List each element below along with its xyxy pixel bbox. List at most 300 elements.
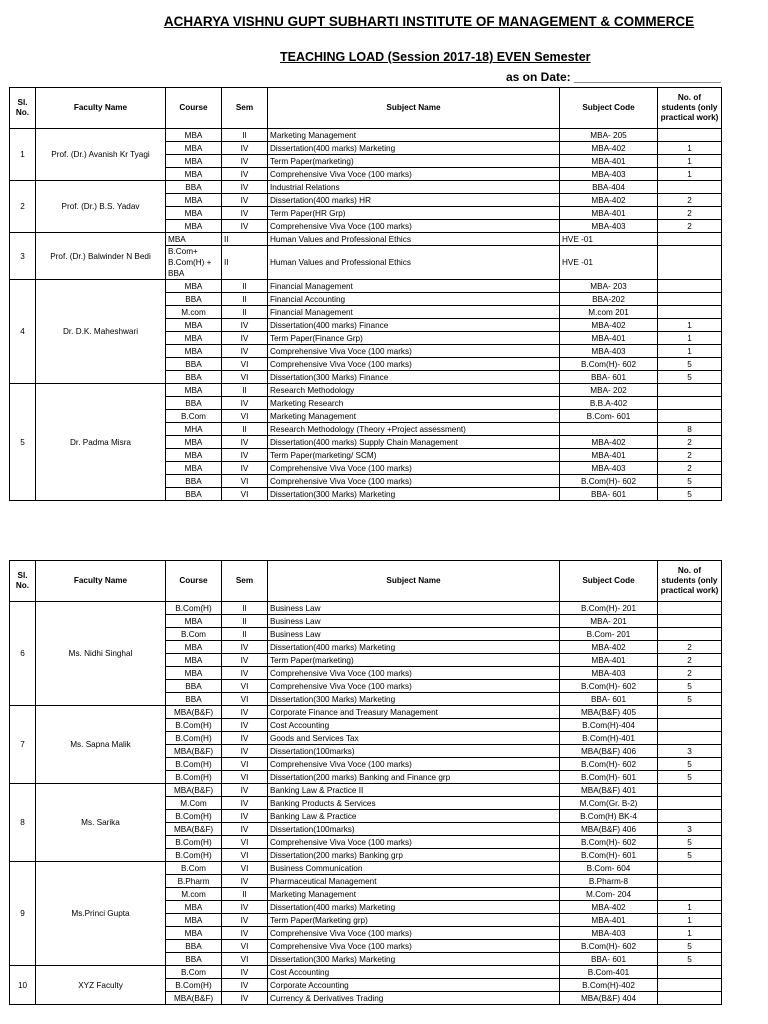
teaching-load-table-2 — [9, 560, 722, 1005]
subject-cell: Goods and Services Tax — [268, 732, 560, 745]
course-cell: MBA — [166, 654, 222, 667]
course-cell: MBA — [166, 220, 222, 233]
sem-cell: II — [222, 246, 268, 280]
code-cell: M.com 201 — [560, 306, 658, 319]
course-cell: B.Com(H) — [166, 836, 222, 849]
subject-cell: Currency & Derivatives Trading — [268, 992, 560, 1005]
subject-cell: Dissertation(400 marks) Supply Chain Management — [268, 436, 560, 449]
course-cell: BBA — [166, 181, 222, 194]
students-cell: 5 — [658, 758, 722, 771]
code-cell: B.B.A-402 — [560, 397, 658, 410]
sem-cell: II — [222, 129, 268, 142]
sem-cell: II — [222, 293, 268, 306]
code-cell: B.Com(H)- 602 — [560, 680, 658, 693]
course-cell: B.Com — [166, 410, 222, 423]
course-cell: MBA — [166, 901, 222, 914]
faculty-name-cell: Ms. Sarika — [36, 784, 166, 862]
sem-cell: IV — [222, 901, 268, 914]
code-cell: MBA(B&F) 401 — [560, 784, 658, 797]
students-cell — [658, 384, 722, 397]
subject-cell: Comprehensive Viva Voce (100 marks) — [268, 220, 560, 233]
course-cell: B.Com(H) — [166, 732, 222, 745]
course-cell: B.Com(H) — [166, 810, 222, 823]
subject-cell: Comprehensive Viva Voce (100 marks) — [268, 358, 560, 371]
col-sem: Sem — [222, 561, 268, 602]
course-cell: B.Com — [166, 628, 222, 641]
course-cell: B.Com(H) — [166, 849, 222, 862]
code-cell: BBA-202 — [560, 293, 658, 306]
subject-cell: Comprehensive Viva Voce (100 marks) — [268, 940, 560, 953]
course-cell: MBA — [166, 462, 222, 475]
code-cell: MBA- 202 — [560, 384, 658, 397]
course-cell: BBA — [166, 358, 222, 371]
subject-cell: Dissertation(300 Marks) Marketing — [268, 953, 560, 966]
code-cell: MBA-401 — [560, 654, 658, 667]
course-cell: M.com — [166, 306, 222, 319]
students-cell: 2 — [658, 436, 722, 449]
table-row — [10, 602, 722, 615]
subject-cell: Financial Accounting — [268, 293, 560, 306]
subject-cell: Marketing Management — [268, 888, 560, 901]
students-cell: 5 — [658, 358, 722, 371]
course-cell: MBA — [166, 449, 222, 462]
subject-cell: Dissertation(400 marks) HR — [268, 194, 560, 207]
code-cell: MBA(B&F) 405 — [560, 706, 658, 719]
course-cell: B.Com — [166, 966, 222, 979]
faculty-name-cell: Prof. (Dr.) B.S. Yadav — [36, 181, 166, 233]
subject-cell: Comprehensive Viva Voce (100 marks) — [268, 758, 560, 771]
subject-cell: Dissertation(300 Marks) Finance — [268, 371, 560, 384]
course-cell: BBA — [166, 693, 222, 706]
course-cell: B.Com(H) — [166, 771, 222, 784]
students-cell: 1 — [658, 142, 722, 155]
sem-cell: IV — [222, 823, 268, 836]
sem-cell: IV — [222, 875, 268, 888]
sem-cell: VI — [222, 693, 268, 706]
institute-title: ACHARYA VISHNU GUPT SUBHARTI INSTITUTE OF MANAGEMENT & COMMERCE — [163, 14, 695, 29]
col-faculty: Faculty Name — [36, 88, 166, 129]
teaching-load-title-text: TEACHING LOAD (Session 2017-18) EVEN Semester — [280, 50, 591, 64]
sem-cell: VI — [222, 771, 268, 784]
sem-cell: VI — [222, 862, 268, 875]
sem-cell: IV — [222, 436, 268, 449]
course-cell: MBA(B&F) — [166, 823, 222, 836]
sl-no-cell: 9 — [10, 862, 36, 966]
subject-cell: Marketing Management — [268, 410, 560, 423]
col-sem: Sem — [222, 88, 268, 129]
sem-cell: IV — [222, 654, 268, 667]
students-cell — [658, 181, 722, 194]
course-cell: MBA — [166, 384, 222, 397]
course-cell: BBA — [166, 940, 222, 953]
sem-cell: VI — [222, 940, 268, 953]
students-cell: 1 — [658, 168, 722, 181]
course-cell: B.Com(H) — [166, 758, 222, 771]
subject-cell: Dissertation(400 marks) Finance — [268, 319, 560, 332]
students-cell: 2 — [658, 220, 722, 233]
subject-cell: Comprehensive Viva Voce (100 marks) — [268, 680, 560, 693]
code-cell: B.Com(H)- 201 — [560, 602, 658, 615]
col-subject: Subject Name — [268, 561, 560, 602]
students-cell: 2 — [658, 641, 722, 654]
col-code: Subject Code — [560, 88, 658, 129]
students-cell — [658, 602, 722, 615]
code-cell: B.Com(H)- 602 — [560, 358, 658, 371]
sem-cell: IV — [222, 810, 268, 823]
code-cell: MBA-402 — [560, 319, 658, 332]
code-cell: MBA-402 — [560, 436, 658, 449]
subject-cell: Research Methodology — [268, 384, 560, 397]
subject-cell: Dissertation(200 marks) Banking and Finance grp — [268, 771, 560, 784]
sem-cell: II — [222, 423, 268, 436]
students-cell: 1 — [658, 155, 722, 168]
subject-cell: Cost Accounting — [268, 966, 560, 979]
sem-cell: VI — [222, 371, 268, 384]
students-cell — [658, 966, 722, 979]
students-cell — [658, 129, 722, 142]
course-cell: MBA — [166, 436, 222, 449]
course-cell: BBA — [166, 397, 222, 410]
sl-no-cell: 10 — [10, 966, 36, 1005]
code-cell: BBA- 601 — [560, 488, 658, 501]
code-cell: MBA-403 — [560, 462, 658, 475]
sem-cell: IV — [222, 914, 268, 927]
code-cell: MBA-401 — [560, 914, 658, 927]
students-cell — [658, 810, 722, 823]
code-cell: BBA- 601 — [560, 953, 658, 966]
students-cell — [658, 246, 722, 280]
students-cell: 2 — [658, 667, 722, 680]
code-cell — [560, 423, 658, 436]
code-cell: MBA-401 — [560, 155, 658, 168]
table-row — [10, 280, 722, 293]
course-cell: MHA — [166, 423, 222, 436]
code-cell: B.Com- 201 — [560, 628, 658, 641]
sem-cell: IV — [222, 641, 268, 654]
students-cell — [658, 706, 722, 719]
course-cell: BBA — [166, 371, 222, 384]
sem-cell: IV — [222, 462, 268, 475]
students-cell — [658, 732, 722, 745]
sem-cell: IV — [222, 732, 268, 745]
sem-cell: IV — [222, 345, 268, 358]
sem-cell: VI — [222, 758, 268, 771]
sem-cell: IV — [222, 449, 268, 462]
sem-cell: VI — [222, 953, 268, 966]
course-cell: MBA — [166, 641, 222, 654]
col-subject: Subject Name — [268, 88, 560, 129]
table-row — [10, 706, 722, 719]
code-cell: MBA- 201 — [560, 615, 658, 628]
sem-cell: VI — [222, 488, 268, 501]
sem-cell: IV — [222, 927, 268, 940]
course-cell: BBA — [166, 293, 222, 306]
course-cell: MBA(B&F) — [166, 992, 222, 1005]
sem-cell: IV — [222, 745, 268, 758]
subject-cell: Dissertation(300 Marks) Marketing — [268, 693, 560, 706]
code-cell: MBA-401 — [560, 449, 658, 462]
subject-cell: Dissertation(300 Marks) Marketing — [268, 488, 560, 501]
course-cell: MBA — [166, 319, 222, 332]
code-cell: B.Com(H)- 602 — [560, 836, 658, 849]
students-cell: 2 — [658, 194, 722, 207]
students-cell — [658, 784, 722, 797]
code-cell: B.Com(H)- 601 — [560, 771, 658, 784]
sem-cell: VI — [222, 358, 268, 371]
sem-cell: II — [222, 233, 268, 246]
code-cell: B.Com(H)-401 — [560, 732, 658, 745]
code-cell: BBA-404 — [560, 181, 658, 194]
code-cell: MBA-403 — [560, 220, 658, 233]
code-cell: MBA-401 — [560, 207, 658, 220]
subject-cell: Dissertation(200 marks) Banking grp — [268, 849, 560, 862]
sem-cell: IV — [222, 719, 268, 732]
col-course: Course — [166, 561, 222, 602]
col-students: No. of students (only practical work) — [658, 561, 722, 602]
sem-cell: IV — [222, 332, 268, 345]
sem-cell: II — [222, 615, 268, 628]
teaching-load-title — [280, 50, 680, 64]
course-cell: MBA — [166, 194, 222, 207]
sem-cell: II — [222, 280, 268, 293]
faculty-name-cell: Ms. Nidhi Singhal — [36, 602, 166, 706]
subject-cell: Term Paper(marketing/ SCM) — [268, 449, 560, 462]
code-cell: B.Com- 601 — [560, 410, 658, 423]
subject-cell: Industrial Relations — [268, 181, 560, 194]
code-cell: B.Com(H)- 602 — [560, 475, 658, 488]
code-cell: M.Com- 204 — [560, 888, 658, 901]
students-cell: 1 — [658, 914, 722, 927]
table-row — [10, 129, 722, 142]
subject-cell: Comprehensive Viva Voce (100 marks) — [268, 927, 560, 940]
students-cell — [658, 979, 722, 992]
course-cell: BBA — [166, 680, 222, 693]
subject-cell: Banking Products & Services — [268, 797, 560, 810]
students-cell — [658, 397, 722, 410]
sem-cell: IV — [222, 207, 268, 220]
col-students: No. of students (only practical work) — [658, 88, 722, 129]
subject-cell: Financial Management — [268, 280, 560, 293]
subject-cell: Dissertation(400 marks) Marketing — [268, 641, 560, 654]
sem-cell: II — [222, 306, 268, 319]
table-row — [10, 384, 722, 397]
students-cell — [658, 862, 722, 875]
code-cell: MBA-402 — [560, 142, 658, 155]
table-row — [10, 862, 722, 875]
code-cell: B.Pharm-8 — [560, 875, 658, 888]
students-cell: 2 — [658, 462, 722, 475]
subject-cell: Banking Law & Practice II — [268, 784, 560, 797]
code-cell: MBA- 205 — [560, 129, 658, 142]
sl-no-cell: 6 — [10, 602, 36, 706]
subject-cell: Human Values and Professional Ethics — [268, 246, 560, 280]
code-cell: MBA(B&F) 404 — [560, 992, 658, 1005]
sl-no-cell: 8 — [10, 784, 36, 862]
subject-cell: Human Values and Professional Ethics — [268, 233, 560, 246]
sem-cell: IV — [222, 220, 268, 233]
students-cell — [658, 797, 722, 810]
subject-cell: Business Law — [268, 628, 560, 641]
students-cell: 2 — [658, 449, 722, 462]
students-cell: 3 — [658, 745, 722, 758]
sem-cell: IV — [222, 992, 268, 1005]
sem-cell: IV — [222, 797, 268, 810]
students-cell — [658, 719, 722, 732]
course-cell: M.com — [166, 888, 222, 901]
students-cell — [658, 992, 722, 1005]
col-code: Subject Code — [560, 561, 658, 602]
sem-cell: VI — [222, 475, 268, 488]
students-cell: 5 — [658, 836, 722, 849]
course-cell: BBA — [166, 488, 222, 501]
subject-cell: Financial Management — [268, 306, 560, 319]
sl-no-cell: 2 — [10, 181, 36, 233]
subject-cell: Pharmaceutical Management — [268, 875, 560, 888]
students-cell: 3 — [658, 823, 722, 836]
subject-cell: Term Paper(marketing) — [268, 155, 560, 168]
sem-cell: IV — [222, 194, 268, 207]
subject-cell: Marketing Research — [268, 397, 560, 410]
sem-cell: IV — [222, 168, 268, 181]
students-cell: 5 — [658, 771, 722, 784]
students-cell: 5 — [658, 693, 722, 706]
sem-cell: VI — [222, 680, 268, 693]
as-on-date: as on Date: ______________________ — [506, 70, 721, 84]
sem-cell: IV — [222, 667, 268, 680]
sem-cell: VI — [222, 836, 268, 849]
code-cell: MBA-403 — [560, 345, 658, 358]
students-cell: 5 — [658, 475, 722, 488]
course-cell: M.Com — [166, 797, 222, 810]
sem-cell: IV — [222, 966, 268, 979]
subject-cell: Dissertation(400 marks) Marketing — [268, 901, 560, 914]
table-header-row — [10, 561, 722, 602]
code-cell: B.Com- 604 — [560, 862, 658, 875]
students-cell: 2 — [658, 654, 722, 667]
subject-cell: Research Methodology (Theory +Project assessment) — [268, 423, 560, 436]
sl-no-cell: 4 — [10, 280, 36, 384]
students-cell: 5 — [658, 953, 722, 966]
students-cell — [658, 306, 722, 319]
course-cell: MBA(B&F) — [166, 745, 222, 758]
col-sl: Sl. No. — [10, 561, 36, 602]
subject-cell: Comprehensive Viva Voce (100 marks) — [268, 462, 560, 475]
subject-cell: Comprehensive Viva Voce (100 marks) — [268, 345, 560, 358]
course-cell: MBA — [166, 914, 222, 927]
students-cell — [658, 888, 722, 901]
students-cell: 1 — [658, 332, 722, 345]
code-cell: MBA-403 — [560, 667, 658, 680]
course-cell: MBA — [166, 168, 222, 181]
code-cell: MBA(B&F) 406 — [560, 823, 658, 836]
students-cell: 1 — [658, 927, 722, 940]
subject-cell: Dissertation(400 marks) Marketing — [268, 142, 560, 155]
sem-cell: VI — [222, 410, 268, 423]
course-cell: B.Com(H) — [166, 602, 222, 615]
subject-cell: Term Paper(marketing) — [268, 654, 560, 667]
course-cell: B.Com(H) — [166, 719, 222, 732]
faculty-name-cell: Dr. D.K. Maheshwari — [36, 280, 166, 384]
faculty-name-cell: Ms.Princi Gupta — [36, 862, 166, 966]
subject-cell: Dissertation(100marks) — [268, 823, 560, 836]
subject-cell: Comprehensive Viva Voce (100 marks) — [268, 475, 560, 488]
subject-cell: Business Communication — [268, 862, 560, 875]
table-row — [10, 181, 722, 194]
code-cell: MBA-403 — [560, 927, 658, 940]
subject-cell: Dissertation(100marks) — [268, 745, 560, 758]
code-cell: B.Com(H)-404 — [560, 719, 658, 732]
code-cell: MBA-402 — [560, 641, 658, 654]
col-course: Course — [166, 88, 222, 129]
students-cell: 8 — [658, 423, 722, 436]
course-cell: MBA — [166, 155, 222, 168]
students-cell — [658, 233, 722, 246]
code-cell: M.Com(Gr. B-2) — [560, 797, 658, 810]
subject-cell: Business Law — [268, 615, 560, 628]
subject-cell: Comprehensive Viva Voce (100 marks) — [268, 667, 560, 680]
code-cell: B.Com(H)- 602 — [560, 758, 658, 771]
subject-cell: Term Paper(Finance Grp) — [268, 332, 560, 345]
subject-cell: Banking Law & Practice — [268, 810, 560, 823]
students-cell — [658, 410, 722, 423]
sl-no-cell: 5 — [10, 384, 36, 501]
faculty-name-cell: Prof. (Dr.) Balwinder N Bedi — [36, 233, 166, 280]
course-cell: B.Com — [166, 862, 222, 875]
subject-cell: Comprehensive Viva Voce (100 marks) — [268, 168, 560, 181]
course-cell: MBA — [166, 129, 222, 142]
code-cell: HVE -01 — [560, 233, 658, 246]
table-row — [10, 233, 722, 246]
subject-cell: Comprehensive Viva Voce (100 marks) — [268, 836, 560, 849]
students-cell — [658, 615, 722, 628]
students-cell: 5 — [658, 849, 722, 862]
sem-cell: IV — [222, 397, 268, 410]
faculty-name-cell: Dr. Padma Misra — [36, 384, 166, 501]
course-cell: MBA — [166, 615, 222, 628]
sem-cell: IV — [222, 706, 268, 719]
students-cell: 1 — [658, 345, 722, 358]
faculty-name-cell: XYZ Faculty — [36, 966, 166, 1005]
sem-cell: IV — [222, 142, 268, 155]
course-cell: B.Com+ B.Com(H) + BBA — [166, 246, 222, 280]
subject-cell: Term Paper(HR Grp) — [268, 207, 560, 220]
code-cell: MBA-401 — [560, 332, 658, 345]
subject-cell: Corporate Finance and Treasury Management — [268, 706, 560, 719]
students-cell: 5 — [658, 680, 722, 693]
sl-no-cell: 7 — [10, 706, 36, 784]
sem-cell: VI — [222, 849, 268, 862]
course-cell: MBA — [166, 332, 222, 345]
students-cell: 1 — [658, 319, 722, 332]
students-cell: 2 — [658, 207, 722, 220]
table-row — [10, 784, 722, 797]
subject-cell: Corporate Accounting — [268, 979, 560, 992]
table-header-row — [10, 88, 722, 129]
code-cell: MBA- 203 — [560, 280, 658, 293]
col-faculty: Faculty Name — [36, 561, 166, 602]
sem-cell: IV — [222, 784, 268, 797]
code-cell: BBA- 601 — [560, 371, 658, 384]
students-cell: 5 — [658, 940, 722, 953]
students-cell — [658, 628, 722, 641]
sem-cell: II — [222, 888, 268, 901]
code-cell: B.Com-401 — [560, 966, 658, 979]
code-cell: MBA-402 — [560, 901, 658, 914]
course-cell: MBA — [166, 927, 222, 940]
code-cell: MBA-402 — [560, 194, 658, 207]
code-cell: B.Com(H)- 601 — [560, 849, 658, 862]
subject-cell: Term Paper(Marketing grp) — [268, 914, 560, 927]
